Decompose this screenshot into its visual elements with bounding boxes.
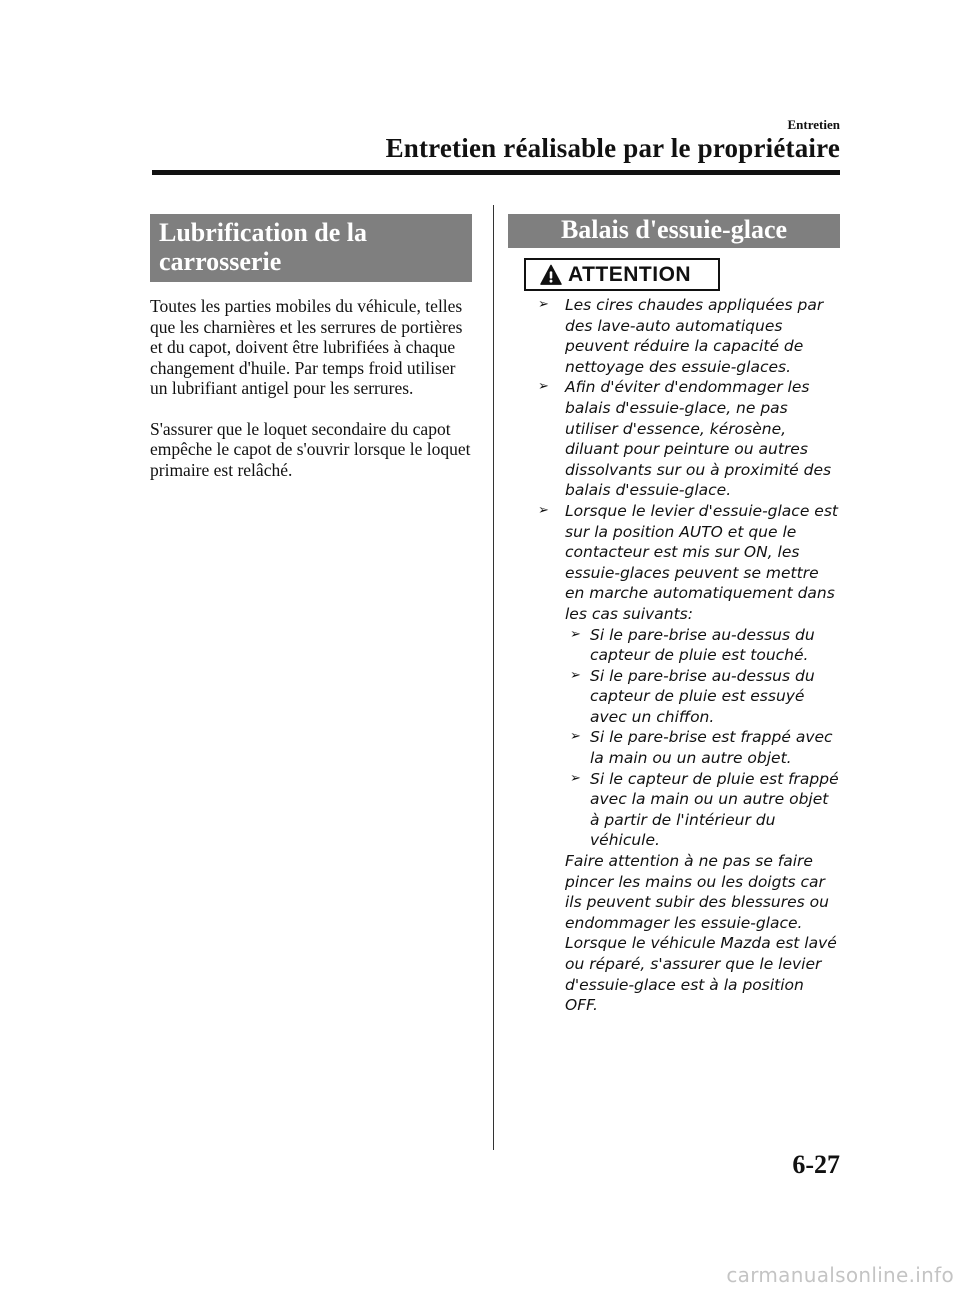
bullet-arrow-icon: ➢	[570, 770, 581, 786]
sub-list-item	[565, 666, 840, 728]
paragraph: Toutes les parties mobiles du véhicule, telles que les charnières et les serrures de portières et du capot, doivent être lubrifiées à chaque changement d'huile. Par temps froid utiliser un lubrifiant antigel pour les serrures.	[150, 296, 463, 398]
warning-triangle-icon	[540, 264, 562, 286]
list-item	[508, 295, 840, 377]
bullet-arrow-icon: ➢	[570, 626, 581, 642]
sub-list-item-text: Si le pare-brise au-dessus du capteur de pluie est essuyé avec un chiffon.	[590, 666, 815, 726]
column-divider	[493, 205, 494, 1150]
bullet-arrow-icon: ➢	[538, 379, 549, 395]
paragraph: S'assurer que le loquet secondaire du capot empêche le capot de s'ouvrir lorsque le loquet primaire est relâché.	[150, 418, 471, 480]
bullet-arrow-icon: ➢	[570, 729, 581, 745]
bullet-arrow-icon: ➢	[538, 502, 549, 518]
list-item	[508, 377, 840, 501]
list-item-text: Lorsque le levier d'essuie-glace est sur la position AUTO et que le contacteur est mis sur ON, les essuie-glaces peuvent se mettre en marche automatiquement dans les cas suivants:	[565, 501, 838, 623]
sub-list	[565, 625, 840, 852]
bullet-arrow-icon: ➢	[570, 667, 581, 683]
left-column	[150, 214, 472, 500]
header-rule	[152, 170, 840, 175]
list-item-text: Les cires chaudes appliquées par des lave-auto automatiques peuvent réduire la capacité de nettoyage des essuie-glaces.	[565, 296, 824, 376]
sub-list-item-text: Si le pare-brise au-dessus du capteur de pluie est touché.	[590, 625, 815, 665]
watermark: carmanualsonline.info	[726, 1263, 954, 1287]
section-heading-balais: Balais d'essuie-glace	[508, 214, 840, 248]
sub-list-item	[565, 769, 840, 851]
list-item	[508, 501, 840, 1016]
right-column	[508, 214, 840, 1016]
list-item-text: Afin d'éviter d'endommager les balais d'essuie-glace, ne pas utiliser d'essence, kérosène, diluant pour peinture ou autres dissolvants sur ou à proximité des balais d'essuie-glace.	[565, 378, 832, 500]
page-title: Entretien réalisable par le propriétaire	[385, 133, 840, 163]
bullet-arrow-icon: ➢	[538, 297, 549, 312]
attention-box	[524, 258, 720, 291]
sub-list-item-text: Si le capteur de pluie est frappé avec la main ou un autre objet à partir de l'intérieur du véhicule.	[590, 769, 839, 850]
attention-list	[508, 295, 840, 1016]
sub-list-item	[565, 727, 840, 768]
header-section: Entretien	[787, 117, 840, 132]
attention-label: ATTENTION	[568, 262, 692, 286]
page-number: 6-27	[792, 1150, 840, 1179]
sub-list-item-text: Si le pare-brise est frappé avec la main ou un autre objet.	[590, 728, 833, 768]
section-heading-lubrification: Lubrification de la carrosserie	[150, 214, 472, 282]
attention-note: Faire attention à ne pas se faire pincer les mains ou les doigts car ils peuvent subir des blessures ou endommager les essuie-glace. Lorsque le véhicule Mazda est lavé ou réparé, s'assurer que le levier d'essuie-glace est à la position OFF.	[565, 852, 837, 1015]
sub-list-item	[565, 625, 840, 666]
